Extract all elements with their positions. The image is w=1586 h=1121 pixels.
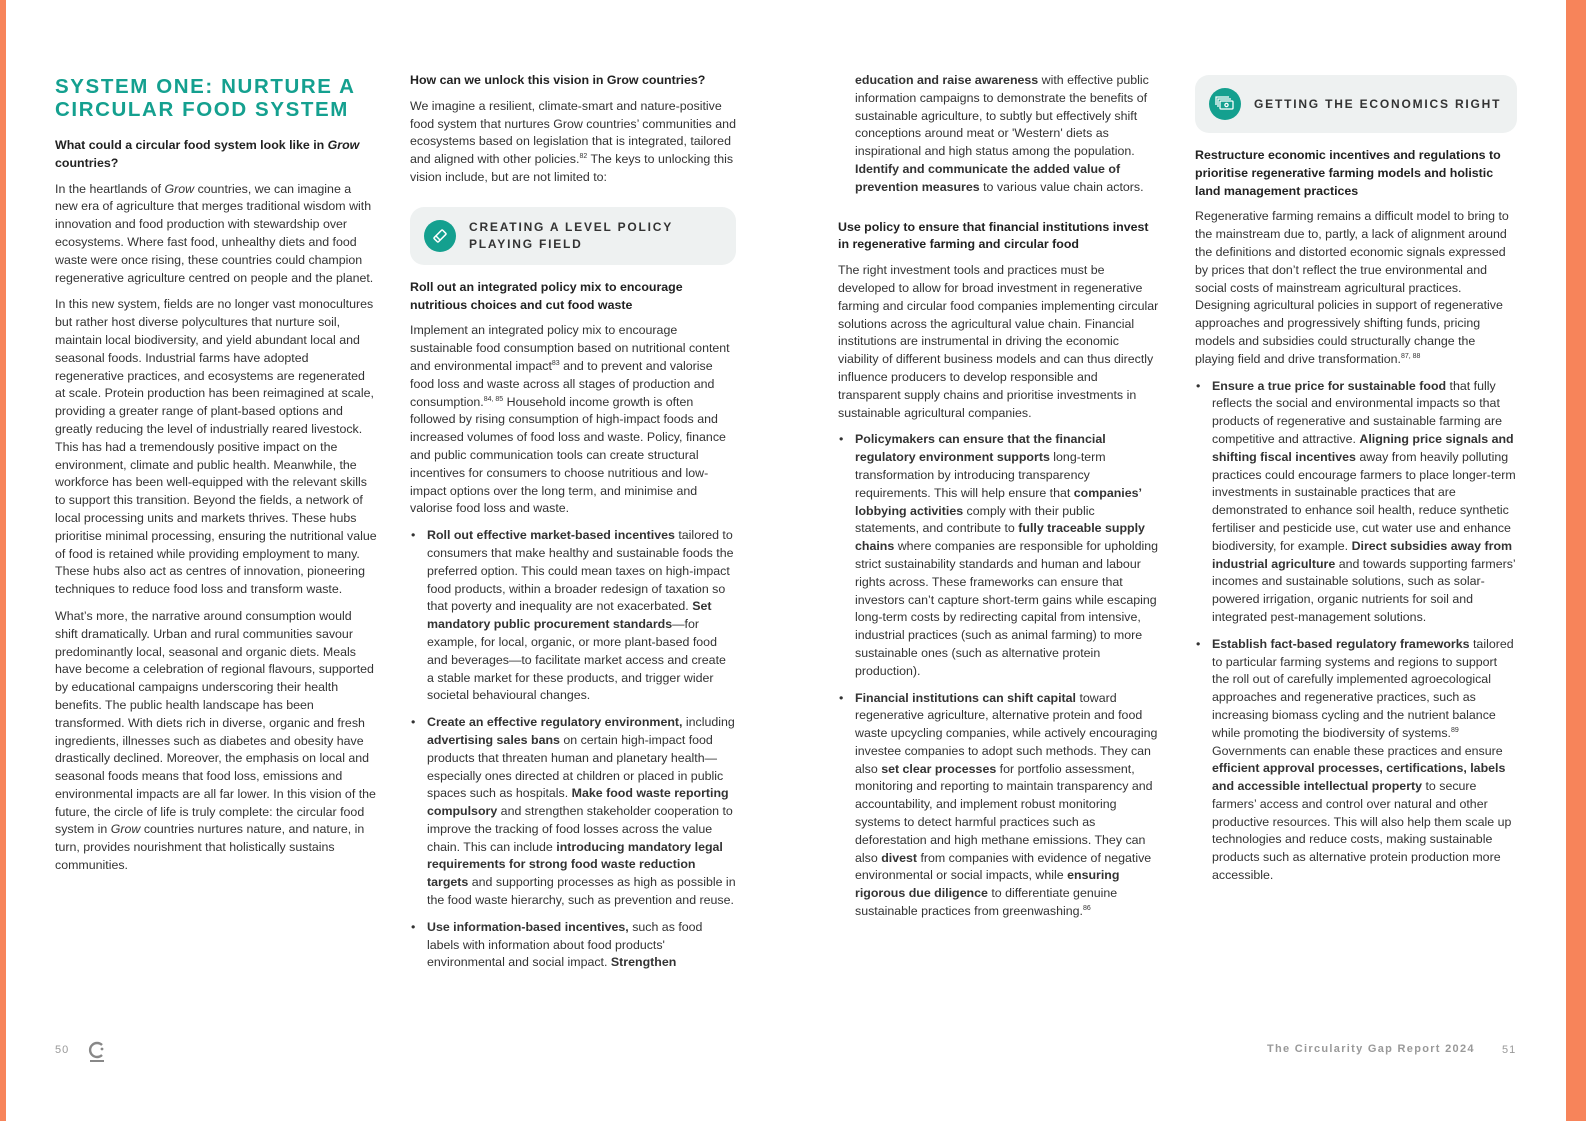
emphasis-text: Make food waste reporting compulsory (427, 786, 729, 819)
emphasis-text: Create an effective regulatory environment, (427, 715, 683, 730)
text-run: How can we unlock this vision in Grow countries? (410, 73, 706, 87)
text-run: The right investment tools and practices must be developed to allow for broad investment in regenerative farming and circular food companies implementing circular solutions across the agricultural value chain. Financial institutions are instrumental in driving the economic viability of different business models and can thus directly influence producers to develop responsible and transparent supply chains and prioritise investments in sustainable agricultural companies. (838, 263, 1159, 420)
text-run: for portfolio assessment, monitoring and reporting to maintain transparency and accountability, and implement robust monitoring systems to detect harmful practices such as deforestation and high methane emissions. They can also (855, 761, 1153, 865)
text-run: toward regenerative agriculture, alternative protein and food waste upcycling companies, while actively encouraging investee companies to adopt such methods. They can also (855, 690, 1158, 776)
emphasis-text: Use information-based incentives, (427, 919, 629, 934)
emphasis-text: Set mandatory public procurement standards (427, 599, 712, 632)
list-item (838, 431, 1160, 680)
emphasis-text: Direct subsidies away from industrial agriculture (1212, 538, 1513, 571)
text-run: countries nurtures nature, and nature, in turn, provides nourishment that holistically sustains communities. (55, 822, 365, 873)
paragraph (55, 181, 377, 288)
text-run: tailored to consumers that make healthy and sustainable foods the preferred option. This could mean taxes on high-impact food products, within a broader redesign of taxation so that poverty and inequality are not exacerbated. (427, 528, 734, 614)
footnote-ref: 83 (551, 359, 560, 367)
text-run: Regenerative farming remains a difficult model to bring to the mainstream due to, partly, a lack of alignment around the definitions and distorted economic signals expressed by prices that don’t reflect the true environmental and social costs of mainstream agricultural practices. Designing agricultural policies in support of regenerative approaches and progressively shifting funds, pricing models and subsidies could structurally change the playing field and drive transformation. (1195, 209, 1509, 366)
text-run: away from heavily polluting practices could encourage farmers to place longer-term investments in sustainable practices that are demonstrated to enhance soil health, reduce synthetic fertiliser and pesticide use, cut water use and enhance biodiversity, for example. (1212, 449, 1516, 553)
text-run: to differentiate genuine sustainable practices from greenwashing. (855, 886, 1118, 919)
text-run: to secure farmers’ access and control over natural and other productive resources. This will also help them scale up technologies and reduce costs, making sustainable products such as alternative protein production more accessible. (1212, 779, 1512, 883)
text-run: Governments can enable these practices and ensure (1212, 743, 1503, 758)
text-run: In the heartlands of (55, 181, 165, 196)
emphasis-text: Roll out effective market-based incentives (427, 528, 675, 543)
emphasis-text: efficient approval processes, certifications, labels and accessible intellectual property (1212, 761, 1506, 794)
section-title-bold: SYSTEM ONE: (55, 75, 214, 98)
column-1 (55, 72, 377, 884)
list-item (838, 690, 1160, 921)
section-title (55, 75, 377, 121)
list-item (410, 919, 736, 972)
emphasis-text: Strengthen (610, 955, 677, 970)
paragraph (55, 608, 377, 875)
text-run: What’s more, the narrative around consumption would shift dramatically. Urban and rural communities savour predominantly local, seasonal and organic diets. Meals have become a celebration of regional flavours, supported by educational campaigns underscoring their health benefits. The public health landscape has been transformed. With diets rich in diverse, organic and fresh ingredients, illnesses such as diabetes and obesity have drastically declined. Moreover, the emphasis on local and seasonal foods means that food loss, emissions and environmental impacts are all far lower. In this vision of the future, the circle of life is truly complete: the circular food system in (55, 608, 376, 837)
text-run: and supporting processes as high as possible in the food waste hierarchy, such as prevention and reuse. (427, 875, 736, 908)
text-run: Roll out an integrated policy mix to encourage nutritious choices and cut food waste (410, 279, 683, 312)
text-run: from companies with evidence of negative environmental or social impacts, while (855, 850, 1152, 883)
column-3 (838, 72, 1160, 930)
emphasis-text: ensuring rigorous due diligence (855, 868, 1120, 901)
subheading (55, 137, 377, 173)
theme-box (1195, 75, 1517, 133)
footnote-ref: 87, 88 (1400, 352, 1421, 360)
paragraph (55, 296, 377, 599)
text-run: countries? (55, 155, 119, 170)
column-2 (410, 72, 736, 981)
emphasis-text: fully traceable supply chains (855, 521, 1145, 554)
text-run: Restructure economic incentives and regulations to prioritise regenerative farming models and holistic land management practices (1195, 148, 1501, 198)
text-run: on certain high-impact food products that threaten human and planetary health—especially ones directed at children or placed in public spaces such as hospitals. (427, 732, 724, 801)
paragraph (855, 72, 1160, 197)
text-run: to various value chain actors. (979, 179, 1144, 194)
text-run: In this new system, fields are no longer vast monocultures but rather host diverse polycultures that nurture soil, maintain local biodiversity, and yield abundant local and seasonal foods. Industrial farms have adopted regenerative practices, and ecosystems are regenerated at scale. Protein production has been reimagined at scale, providing a greater range of plant-based options and greatly reducing the level of industrially reared livestock. This has had a tremendously positive impact on the environment, climate and public health. Meanwhile, the workforce has been well-equipped with the relevant skills to support this transition. Beyond the fields, a network of local processing units and markets thrives. These hubs prioritise minimal processing, ensuring the nutritional value of food is retained while providing employment to many. These hubs also act as centres of innovation, pioneering techniques to reduce food loss and transform waste. (55, 297, 377, 597)
level-policy-icon (424, 220, 456, 252)
footnote-ref: 82 (579, 153, 588, 161)
bullet-list (410, 527, 736, 972)
subheading (838, 219, 1160, 255)
text-run: countries, we can imagine a new era of agriculture that merges traditional wisdom with innovation and food production with stewardship over ecosystems. Where fast food, unhealthy diets and food waste were once rising, these countries could champion regenerative agriculture centred on people and the planet. (55, 181, 374, 285)
text-run: and towards supporting farmers’ incomes and sustainable solutions, such as solar-powered irrigation, organic nutrients for soil and integrated pest-management solutions. (1212, 556, 1516, 624)
text-run: Grow (327, 138, 360, 152)
text-run: that fully reflects the social and environmental impacts so that products of regenerative and sustainable farming are competitive and attractive. (1212, 378, 1502, 446)
text-run: Use policy to ensure that financial institutions invest in regenerative farming and circular food (838, 219, 1149, 252)
left-edge-stripe (0, 0, 6, 1121)
emphasis-text: companies’ lobbying activities (855, 485, 1142, 518)
footnote-ref: 89 (1450, 726, 1459, 734)
text-run: What could a circular food system look like in (55, 138, 328, 152)
text-run: We imagine a resilient, climate-smart and nature-positive food system that nurtures Grow countries’ communities and ecosystems based on legislation that is integrated, tailored and aligned with other policies. (410, 98, 736, 167)
paragraph (410, 98, 736, 187)
emphasis-text: Financial institutions can shift capital (855, 690, 1076, 705)
report-title: The Circularity Gap Report 2024 (1267, 1043, 1475, 1055)
emphasis-text: education and raise awareness (855, 73, 1039, 87)
column-4 (1195, 72, 1517, 894)
text-run: tailored to particular farming systems and regions to support the roll out of carefully implemented agroecological approaches and regenerative practices, such as increasing biomass cycling and the nutrient balance while promoting the biodiversity of systems. (1212, 636, 1514, 740)
emphasis-text: set clear processes (881, 761, 997, 776)
theme-box-label: CREATING A LEVEL POLICY PLAYING FIELD (469, 219, 673, 251)
text-run: The keys to unlocking this vision include, but are not limited to: (410, 152, 734, 184)
emphasis-text: Establish fact-based regulatory frameworks (1212, 636, 1470, 651)
page-number-left: 50 (55, 1044, 70, 1056)
text-run: and strengthen stakeholder cooperation to improve the tracking of food losses across the value chain. This can include (427, 804, 733, 854)
money-icon (1209, 88, 1241, 120)
text-run: Grow (164, 181, 195, 196)
right-edge-stripe (1566, 0, 1586, 1121)
list-item (410, 527, 736, 705)
text-run: Grow (110, 822, 141, 837)
text-run: and to prevent and valorise food loss and waste across all stages of production and consumption. (410, 358, 715, 409)
emphasis-text: introducing mandatory legal requirements for strong food waste reduction targets (427, 839, 723, 890)
paragraph (410, 322, 736, 518)
page-number-right: 51 (1502, 1044, 1517, 1056)
footnote-ref: 86 (1082, 905, 1091, 913)
bullet-list (1195, 378, 1517, 885)
bullet-list (838, 431, 1160, 921)
list-item (1195, 378, 1517, 627)
paragraph (1195, 208, 1517, 368)
text-run: comply with their public statements, and contribute to (855, 503, 1095, 536)
footnote-ref: 84, 85 (483, 395, 504, 403)
text-run: —for example, for local, organic, or more plant-based food and beverages—to facilitate market access and create a stable market for these products, and trigger wider societal behavioural changes. (427, 617, 726, 703)
section-title-rest: NURTURE A CIRCULAR FOOD SYSTEM (55, 75, 355, 121)
paragraph (838, 262, 1160, 422)
emphasis-text: Identify and communicate the added value of prevention measures (855, 161, 1121, 194)
subheading (410, 72, 736, 90)
theme-box (410, 207, 736, 265)
circularity-logo-icon (88, 1040, 106, 1064)
text-run: long-term transformation by introducing transparency requirements. This will help ensure that (855, 450, 1106, 500)
text-run: where companies are responsible for upholding strict sustainability standards and human and labour rights across. These frameworks can ensure that investors can’t capture short-term gains while escaping long-term costs by redirecting capital from intensive, industrial practices (such as animal farming) to more sustainable ones (such as alternative protein production). (855, 539, 1159, 678)
emphasis-text: Aligning price signals and shifting fiscal incentives (1212, 431, 1514, 464)
text-run: Implement an integrated policy mix to encourage sustainable food consumption based on nutritional content and environmental impact (410, 323, 730, 373)
text-run: with effective public information campaigns to demonstrate the benefits of sustainable agriculture, to subtly but effectively shift conceptions around meat or 'Western' diets as inspirational and high status among the population. (855, 73, 1149, 159)
emphasis-text: Policymakers can ensure that the financial regulatory environment supports (855, 432, 1106, 465)
theme-box-label: GETTING THE ECONOMICS RIGHT (1254, 96, 1502, 111)
list-item (1195, 636, 1517, 885)
list-item (410, 714, 736, 910)
text-run: Household income growth is often followed by rising consumption of high-impact foods and increased volumes of food loss and waste. Policy, finance and public communication tools can create structural incentives for consumers to choose nutritious and low-impact options over the long term, and minimise and valorise food loss and waste. (410, 394, 726, 516)
emphasis-text: advertising sales bans (427, 732, 560, 747)
subheading (410, 279, 736, 315)
text-run: including (682, 715, 735, 730)
subheading (1195, 147, 1517, 200)
emphasis-text: Ensure a true price for sustainable food (1212, 378, 1447, 393)
text-run: such as food labels with information about food products' environmental and social impact. (427, 919, 703, 970)
emphasis-text: divest (881, 850, 917, 865)
